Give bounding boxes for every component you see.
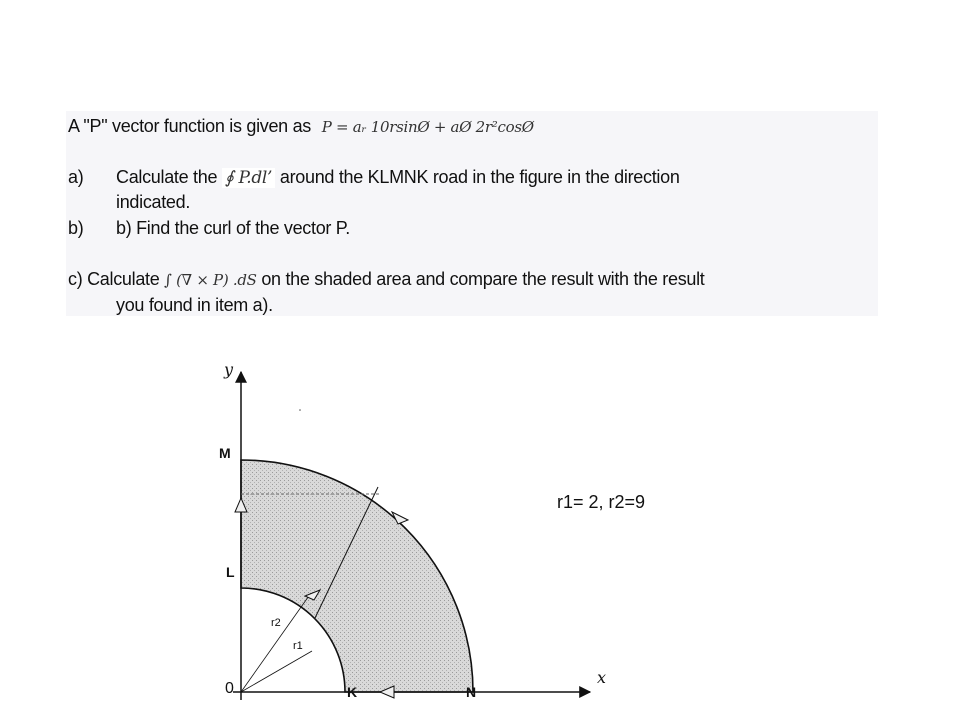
point-L-label: L	[226, 564, 235, 580]
point-M-label: M	[219, 445, 231, 461]
item-a-text-before: Calculate the	[116, 167, 218, 187]
item-a-text-after: around the KLMNK road in the figure in the direction	[279, 167, 680, 187]
origin-label: 0	[225, 680, 234, 697]
item-a-line2: indicated.	[116, 192, 191, 212]
y-axis-label: y	[224, 360, 234, 379]
r2-label: r2	[271, 617, 281, 629]
x-axis-label: x	[597, 668, 607, 687]
item-b-text: b) Find the curl of the vector P.	[116, 218, 350, 238]
point-K-label: K	[347, 684, 358, 700]
r1-radius	[241, 651, 312, 692]
shaded-region	[241, 460, 473, 692]
item-c-text-before: c) Calculate	[68, 269, 160, 289]
item-b-label: b)	[68, 218, 84, 238]
item-c-text-after: on the shaded area and compare the result with the result	[261, 269, 705, 289]
line-integral-formula: ∮ P.dl’	[222, 168, 275, 188]
point-N-label: N	[466, 684, 477, 700]
item-a-label: a)	[68, 167, 84, 187]
radii-values: r1= 2, r2=9	[557, 492, 646, 512]
stray-dot	[299, 409, 301, 411]
r1-label: r1	[293, 640, 303, 652]
surface-integral-formula: ∫ (∇ × P) .dS	[164, 271, 257, 289]
intro-text: A "P" vector function is given as	[68, 116, 312, 136]
item-c-line2: you found in item a).	[116, 295, 273, 315]
intro-formula: P = aᵣ 10rsinØ + aØ 2r²cosØ	[321, 118, 534, 136]
